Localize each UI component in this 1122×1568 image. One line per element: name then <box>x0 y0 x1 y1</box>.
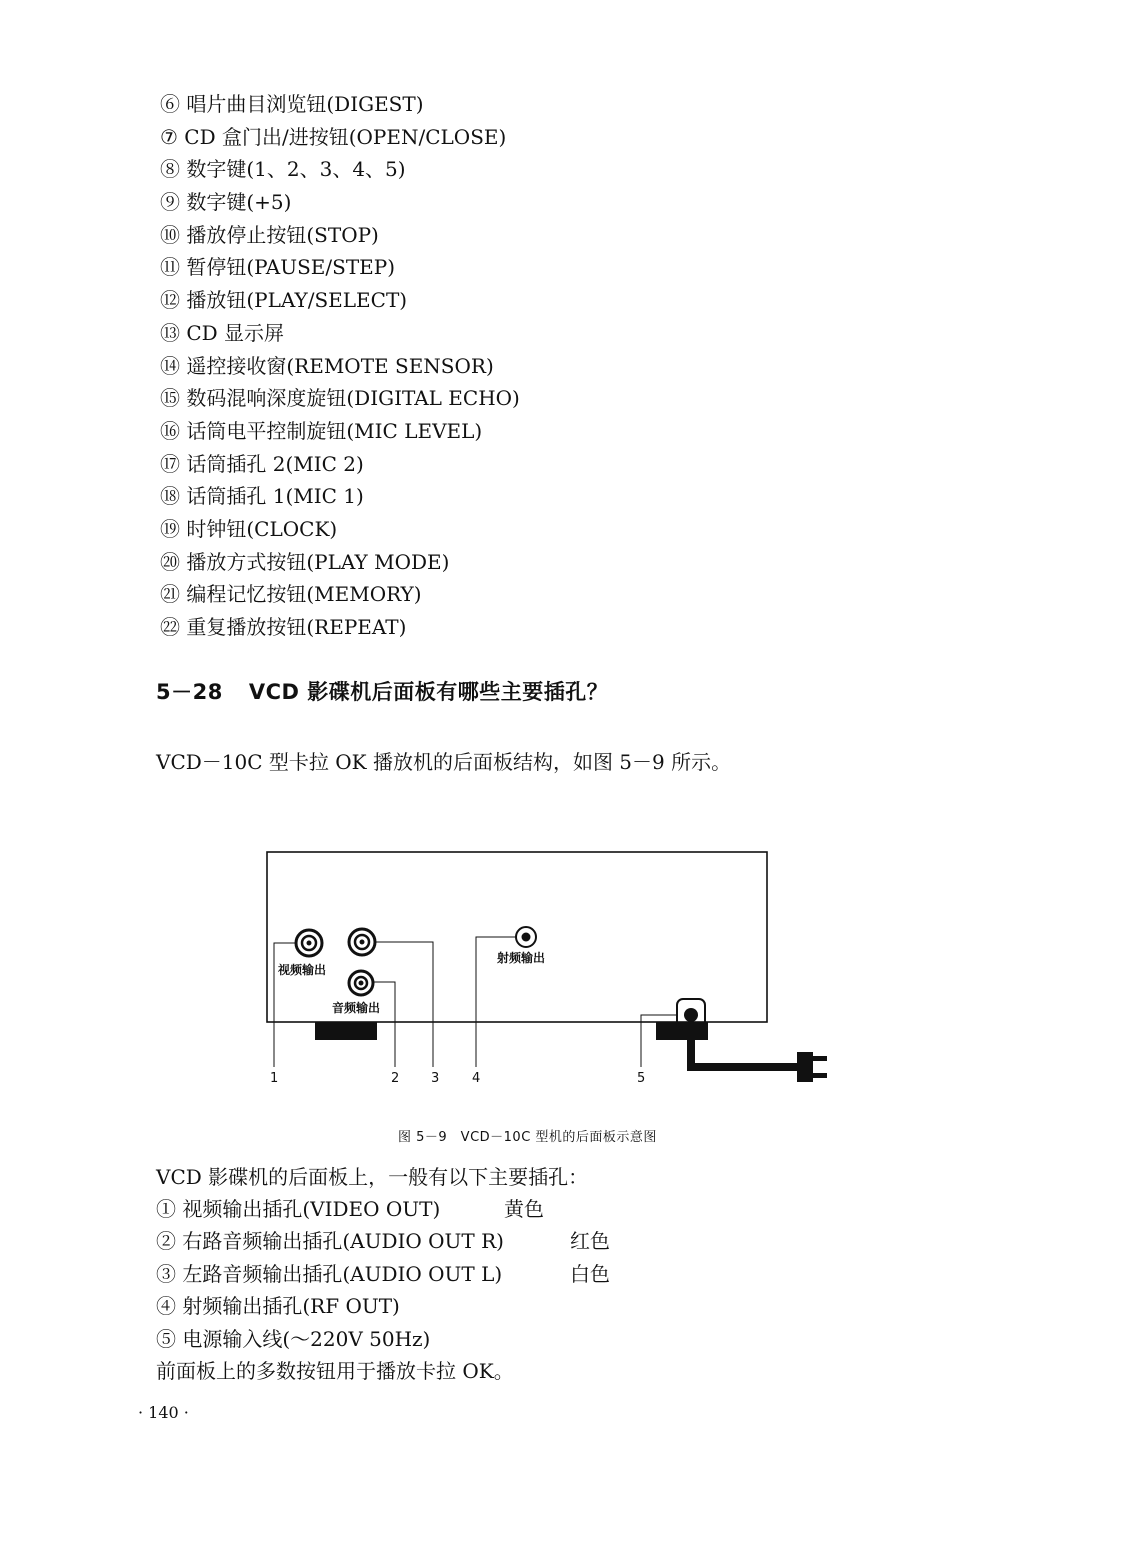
list-item: ⑱ 话筒插孔 1(MIC 1) <box>160 484 364 509</box>
video-out-jack <box>296 930 322 956</box>
intro-paragraph: VCD－10C 型卡拉 OK 播放机的后面板结构，如图 5－9 所示。 <box>156 750 732 774</box>
list-item: ⑩ 播放停止按钮(STOP) <box>160 222 379 247</box>
list-item: ㉒ 重复播放按钮(REPEAT) <box>160 615 407 639</box>
section-heading <box>156 676 608 706</box>
rf-out-jack <box>516 927 536 947</box>
callout-3: 3 <box>431 1071 440 1086</box>
list-item: ⑦ CD 盒门出/进按钮(OPEN/CLOSE) <box>160 124 507 149</box>
list-item <box>156 1193 544 1225</box>
jack-description: ⑤ 电源输入线(～220V 50Hz) <box>156 1326 431 1351</box>
closing-paragraph: 前面板上的多数按钮用于播放卡拉 OK。 <box>156 1359 514 1383</box>
list-item: ⑲ 时钟钮(CLOCK) <box>160 516 338 541</box>
jack-color: 红色 <box>570 1229 610 1254</box>
section-number: 5－28 <box>156 680 223 704</box>
jack-color: 白色 <box>570 1261 610 1286</box>
list-item: ⑮ 数码混响深度旋钮(DIGITAL ECHO) <box>160 386 520 411</box>
list-item <box>156 1290 504 1322</box>
section-title: VCD 影碟机后面板有哪些主要插孔？ <box>248 680 609 704</box>
left-foot <box>315 1022 377 1040</box>
right-foot <box>656 1022 708 1040</box>
list-item: ⑯ 话筒电平控制旋钮(MIC LEVEL) <box>160 418 483 443</box>
list-item: ⑨ 数字键(+5) <box>160 190 292 215</box>
list-item <box>156 1225 610 1257</box>
list-item <box>156 1258 610 1290</box>
power-cord <box>691 1027 827 1082</box>
callout-5: 5 <box>637 1071 646 1086</box>
list-item: ⑭ 遥控接收窗(REMOTE SENSOR) <box>160 353 494 378</box>
list-item: ⑳ 播放方式按钮(PLAY MODE) <box>160 549 450 574</box>
list-item: ⑬ CD 显示屏 <box>160 320 285 345</box>
video-out-label: 视频输出 <box>278 963 327 977</box>
jack-description: ③ 左路音频输出插孔(AUDIO OUT L) <box>156 1261 503 1286</box>
rear-panel-figure <box>260 845 840 1095</box>
jack-description: ① 视频输出插孔(VIDEO OUT) <box>156 1197 441 1221</box>
callout-1: 1 <box>270 1071 279 1086</box>
audio-out-l-jack <box>349 971 373 995</box>
audio-out-label: 音频输出 <box>332 1001 381 1015</box>
jack-color: 黄色 <box>504 1197 544 1221</box>
jack-description: ④ 射频输出插孔(RF OUT) <box>156 1294 400 1319</box>
jack-description: ② 右路音频输出插孔(AUDIO OUT R) <box>156 1229 504 1254</box>
list-item: ㉑ 编程记忆按钮(MEMORY) <box>160 582 422 607</box>
list-item <box>156 1323 504 1355</box>
audio-out-r-jack <box>349 929 375 955</box>
list-item: ⑥ 唱片曲目浏览钮(DIGEST) <box>160 92 424 116</box>
page-number: · 140 · <box>138 1403 189 1422</box>
callout-2: 2 <box>391 1071 400 1086</box>
figure-caption: 图 5－9 VCD－10C 型机的后面板示意图 <box>398 1130 657 1145</box>
summary-paragraph: VCD 影碟机的后面板上，一般有以下主要插孔： <box>156 1165 589 1189</box>
list-item: ⑪ 暂停钮(PAUSE/STEP) <box>160 255 396 280</box>
rear-jack-list <box>156 1193 610 1355</box>
list-item: ⑫ 播放钮(PLAY/SELECT) <box>160 288 408 313</box>
list-item: ⑰ 话筒插孔 2(MIC 2) <box>160 451 364 476</box>
rf-out-label: 射频输出 <box>497 951 546 965</box>
list-item: ⑧ 数字键(1、2、3、4、5) <box>160 157 406 182</box>
callout-4: 4 <box>472 1071 481 1086</box>
front-panel-control-list <box>160 88 520 644</box>
